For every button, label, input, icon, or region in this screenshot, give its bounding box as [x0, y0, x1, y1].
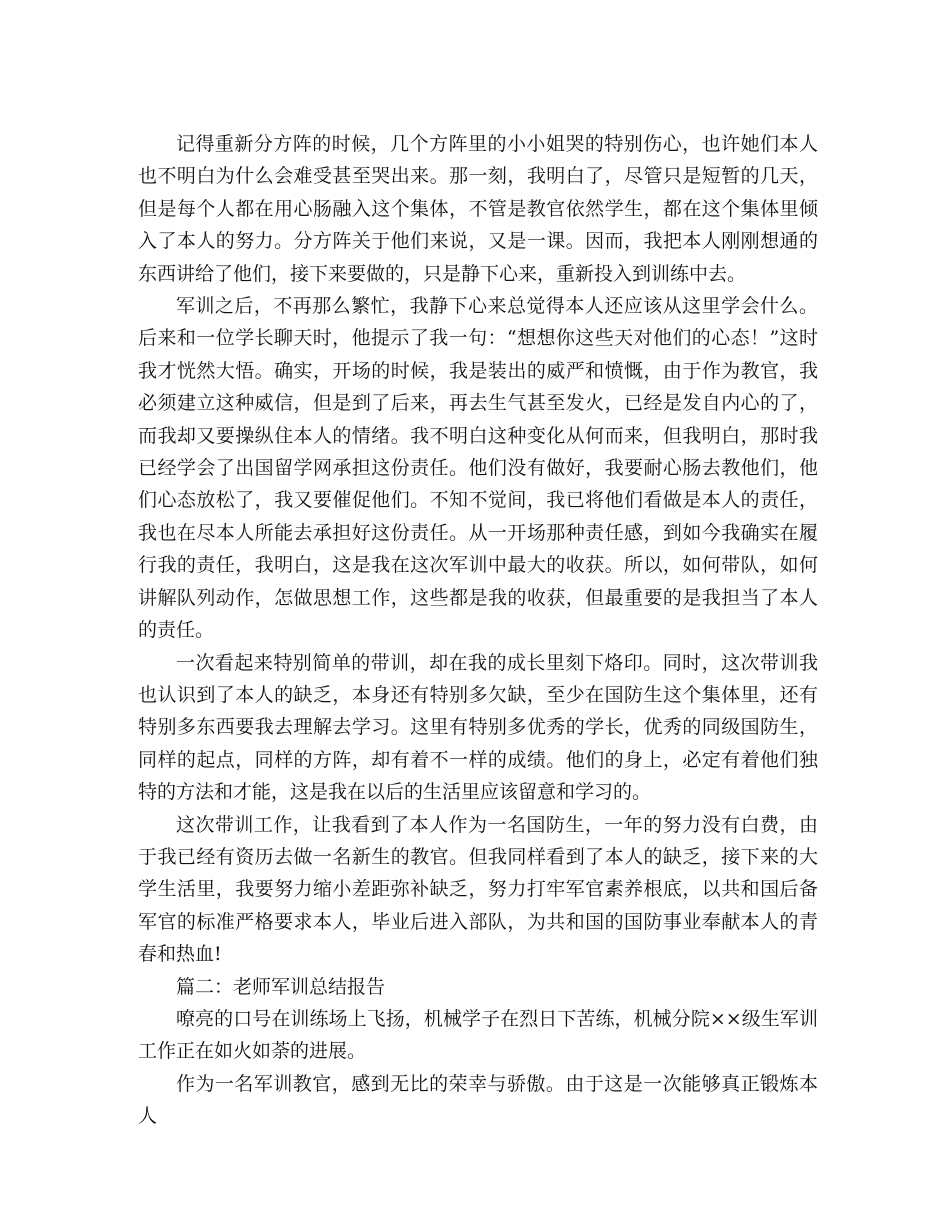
paragraph-5: 嘹亮的口号在训练场上飞扬，机械学子在烈日下苦练，机械分院××级生军训工作正在如火如荼的进展。 [138, 1007, 818, 1063]
paragraph-6: 作为一名军训教官，感到无比的荣幸与骄傲。由于这是一次能够真正锻炼本人 [138, 1072, 818, 1128]
paragraph-1: 记得重新分方阵的时候，几个方阵里的小小姐哭的特别伤心，也许她们本人也不明白为什么会难受甚至哭出来。那一刻，我明白了，尽管只是短暂的几天，但是每个人都在用心肠融入这个集体，不管是教官依然学生，都在这个集体里倾入了本人的努力。分方阵关于他们来说，又是一课。因而，我把本人刚刚想通的东西讲给了他们，接下来要做的，只是静下心来，重新投入到训练中去。 [138, 133, 818, 285]
document-body [138, 128, 818, 1133]
paragraph-4: 这次带训工作，让我看到了本人作为一名国防生，一年的努力没有白费，由于我已经有资历去做一名新生的教官。但我同样看到了本人的缺乏，接下来的大学生活里，我要努力缩小差距弥补缺乏，努力打牢军官素养根底，以共和国后备军官的标准严格要求本人，毕业后进入部队，为共和国的国防事业奉献本人的青春和热血! [138, 813, 818, 966]
section-heading: 篇二：老师军训总结报告 [176, 975, 386, 998]
paragraph-3: 一次看起来特别简单的带训，却在我的成长里刻下烙印。同时，这次带训我也认识到了本人的缺乏，本身还有特别多欠缺，至少在国防生这个集体里，还有特别多东西要我去理解去学习。这里有特别多优秀的学长，优秀的同级国防生，同样的起点，同样的方阵，却有着不一样的成绩。他们的身上，必定有着他们独特的方法和才能，这是我在以后的生活里应该留意和学习的。 [138, 651, 818, 804]
paragraph-2: 军训之后，不再那么繁忙，我静下心来总觉得本人还应该从这里学会什么。后来和一位学长聊天时，他提示了我一句：“想想你这些天对他们的心态！”这时我才恍然大悟。确实，开场的时候，我是装出的威严和愤慨，由于作为教官，我必须建立这种威信，但是到了后来，再去生气甚至发火，已经是发自内心的了，而我却又要操纵住本人的情绪。我不明白这种变化从何而来，但我明白，那时我已经学会了出国留学网承担这份责任。他们没有做好，我要耐心肠去教他们，他们心态放松了，我又要催促他们。不知不觉间，我已将他们看做是本人的责任，我也在尽本人所能去承担好这份责任。从一开场那种责任感，到如今我确实在履行我的责任，我明白，这是我在这次军训中最大的收获。所以，如何带队，如何讲解队列动作，怎做思想工作，这些都是我的收获，但最重要的是我担当了本人的责任。 [138, 295, 818, 642]
